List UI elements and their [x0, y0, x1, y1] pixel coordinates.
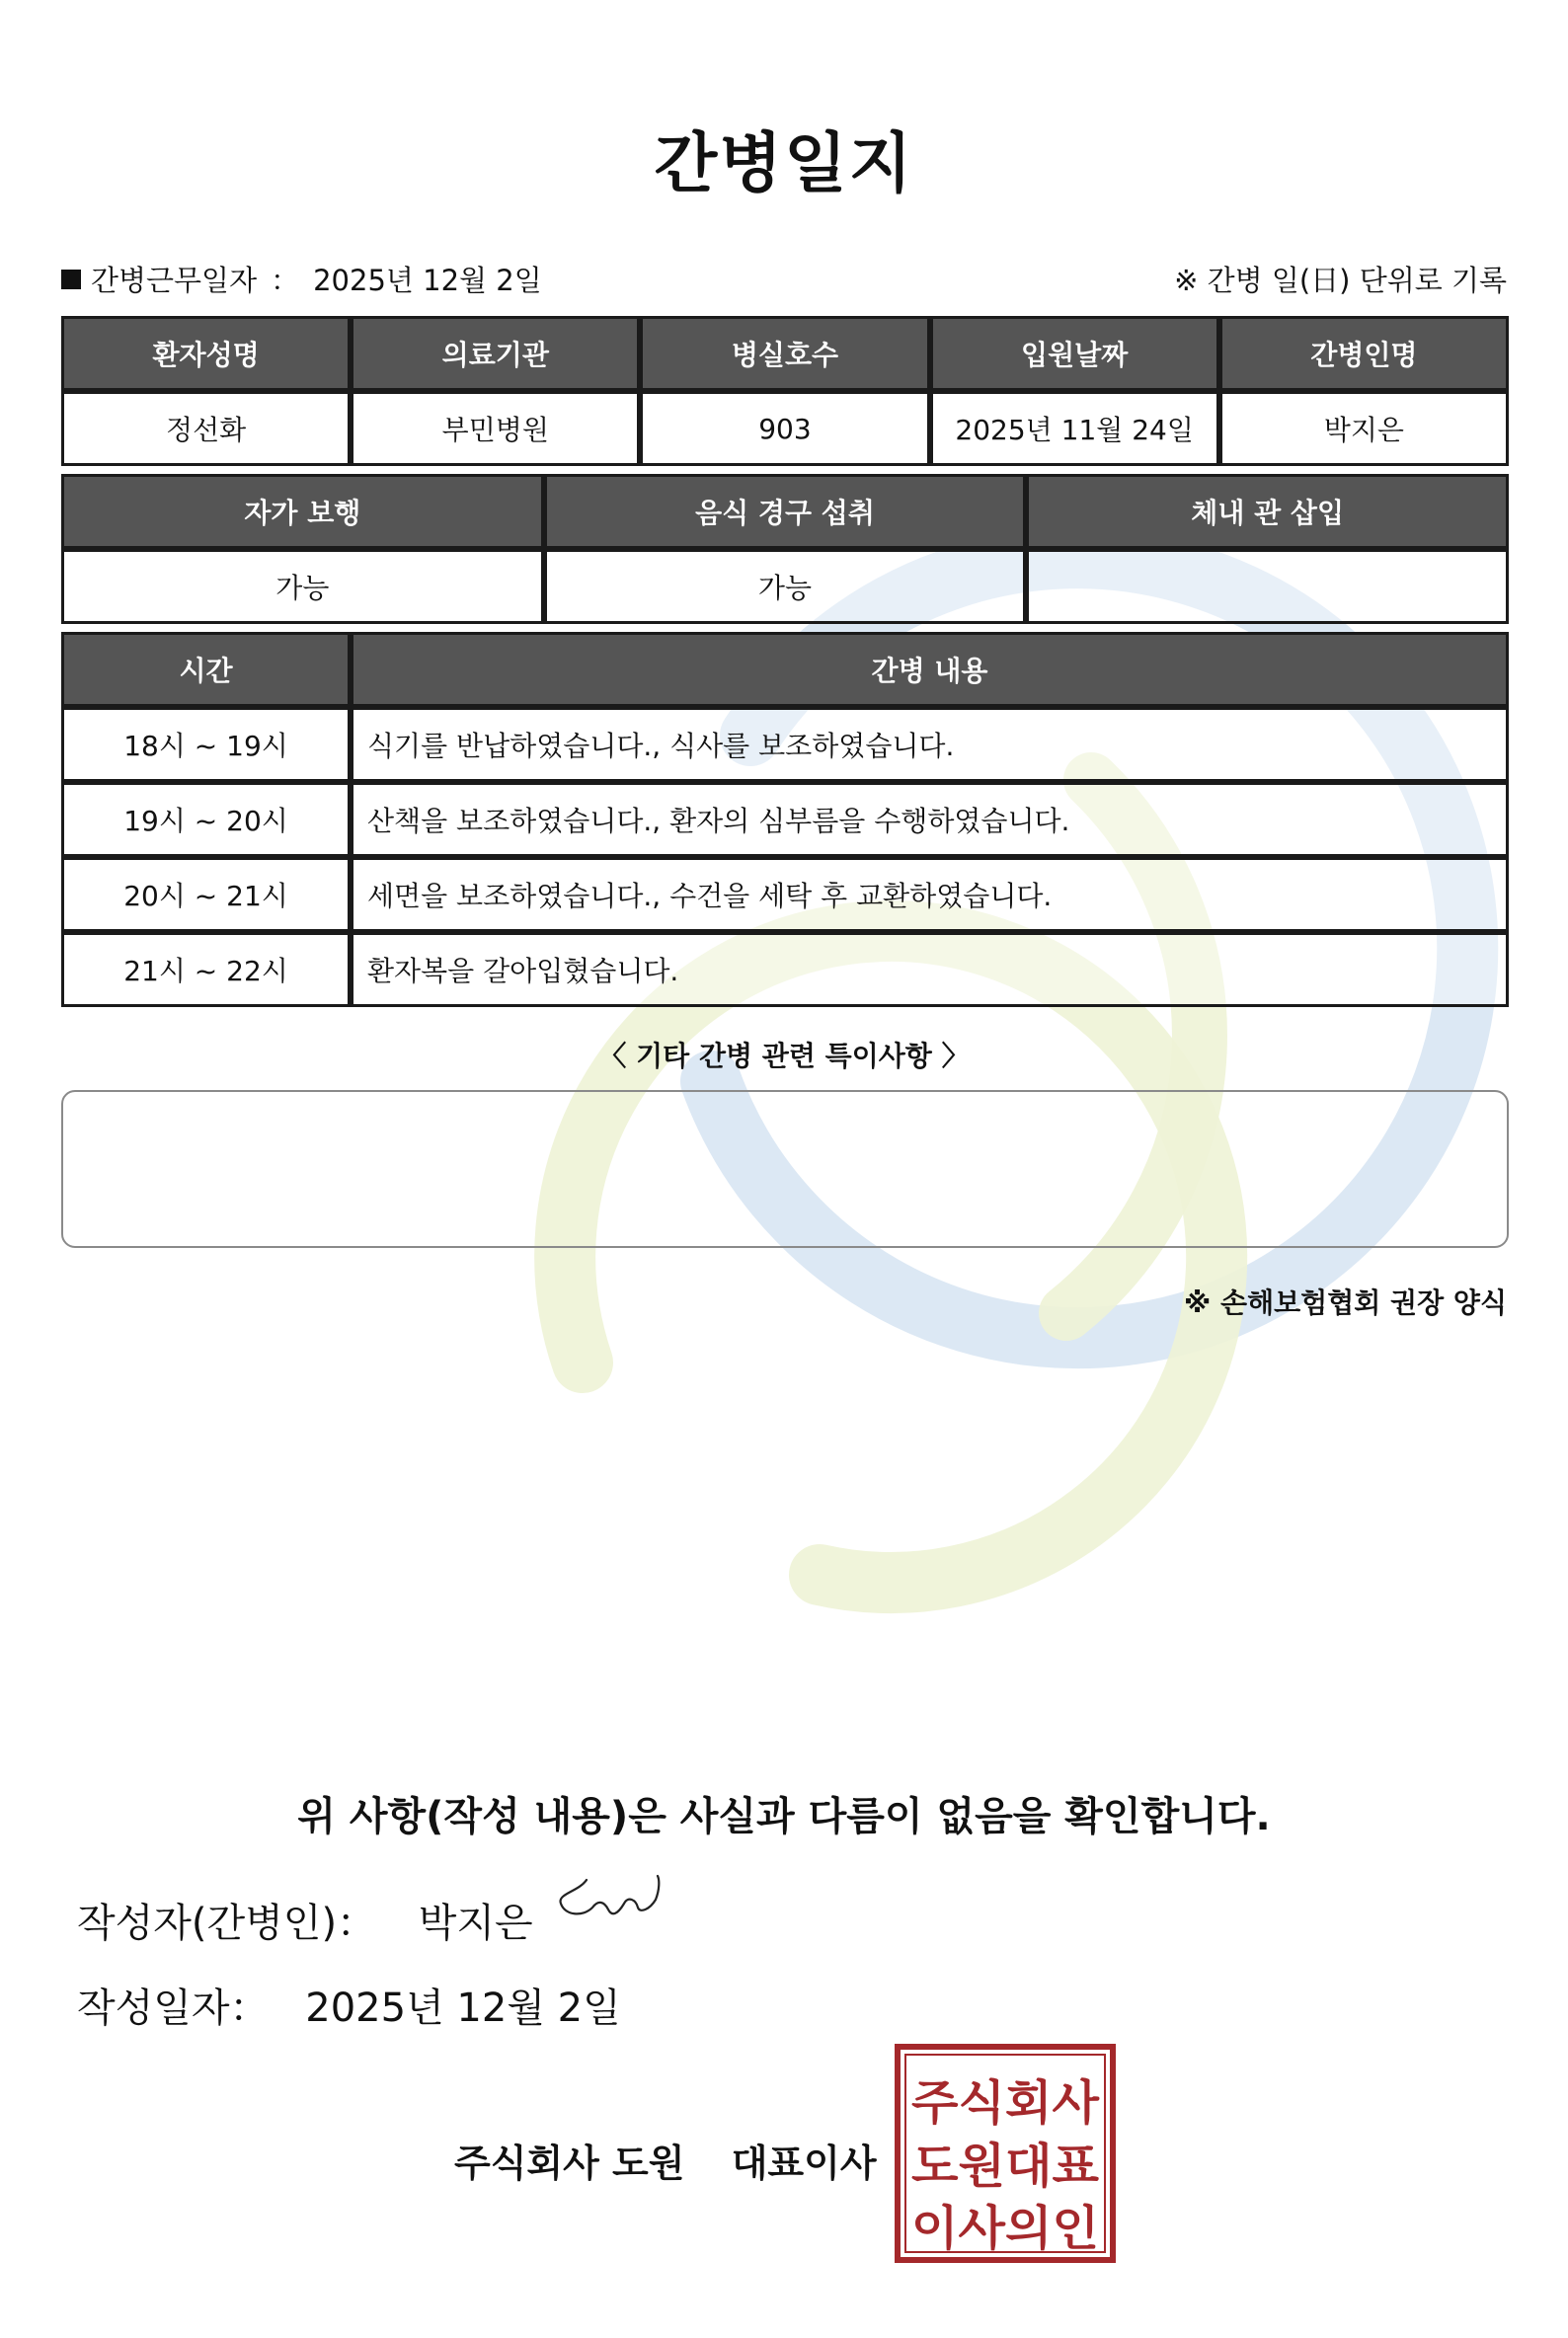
care-content-cell: 산책을 보조하였습니다., 환자의 심부름을 수행하였습니다. — [351, 782, 1509, 857]
table-row — [61, 932, 1509, 1007]
representative-title: 대표이사 — [731, 2142, 877, 2185]
header-admission-date: 입원날짜 — [930, 316, 1219, 391]
written-date-line — [77, 1977, 621, 2033]
remarks-title: 〈 기타 간병 관련 특이사항 〉 — [598, 1040, 970, 1072]
time-cell: 20시 ~ 21시 — [61, 857, 351, 932]
seal-row-3: 이사의인 — [911, 2201, 1099, 2256]
header-caregiver-name: 간병인명 — [1219, 316, 1509, 391]
written-date-value: 2025년 12월 2일 — [305, 1986, 621, 2031]
seal-row-1: 주식회사 — [911, 2075, 1100, 2131]
tube-insertion — [1026, 549, 1509, 624]
work-date-label: 간병근무일자 — [91, 264, 258, 297]
table-row — [61, 782, 1509, 857]
header-room-number: 병실호수 — [640, 316, 929, 391]
table-row — [61, 549, 1509, 624]
header-time: 시간 — [61, 632, 351, 707]
confirmation-statement: 위 사항(작성 내용)은 사실과 다름이 없음을 확인합니다. — [297, 1794, 1271, 1839]
work-date-value: 2025년 12월 2일 — [313, 264, 542, 297]
table-header-row — [61, 474, 1509, 549]
remarks-box — [61, 1090, 1509, 1248]
writer-line — [77, 1892, 533, 1948]
header-oral-intake: 음식 경구 섭취 — [544, 474, 1027, 549]
time-cell: 21시 ~ 22시 — [61, 932, 351, 1007]
self-walking: 가능 — [61, 549, 544, 624]
care-content-cell: 식기를 반납하였습니다., 식사를 보조하였습니다. — [351, 707, 1509, 782]
writer-name: 박지은 — [418, 1901, 533, 1946]
recommend-note: ※ 손해보험협회 권장 양식 — [1184, 1286, 1507, 1319]
company-line — [454, 2133, 877, 2187]
work-date-colon: ： — [271, 264, 300, 297]
writer-label: 작성자(간병인)： — [77, 1901, 377, 1946]
header-hospital: 의료기관 — [351, 316, 640, 391]
oral-intake: 가능 — [544, 549, 1027, 624]
care-content-cell: 환자복을 갈아입혔습니다. — [351, 932, 1509, 1007]
patient-status-table — [61, 474, 1509, 624]
patient-name: 정선화 — [61, 391, 351, 466]
seal-row-2: 도원대표 — [911, 2139, 1100, 2194]
header-self-walking: 자가 보행 — [61, 474, 544, 549]
table-row — [61, 707, 1509, 782]
work-date — [61, 259, 542, 299]
table-row — [61, 857, 1509, 932]
table-row — [61, 391, 1509, 466]
time-cell: 19시 ~ 20시 — [61, 782, 351, 857]
patient-info-table — [61, 316, 1509, 466]
signature — [553, 1874, 667, 1937]
admission-date: 2025년 11월 24일 — [930, 391, 1219, 466]
written-date-label: 작성일자： — [77, 1986, 270, 2031]
caregiver-name: 박지은 — [1219, 391, 1509, 466]
company-seal-stamp — [895, 2044, 1116, 2263]
header-care-content: 간병 내용 — [351, 632, 1509, 707]
square-bullet-icon — [61, 270, 81, 289]
care-content-cell: 세면을 보조하였습니다., 수건을 세탁 후 교환하였습니다. — [351, 857, 1509, 932]
header-patient-name: 환자성명 — [61, 316, 351, 391]
unit-note: ※ 간병 일(日) 단위로 기록 — [1174, 264, 1507, 297]
hospital: 부민병원 — [351, 391, 640, 466]
page-title: 간병일지 — [654, 125, 914, 201]
care-log-table — [61, 632, 1509, 1007]
company-name: 주식회사 도원 — [454, 2142, 685, 2185]
table-header-row — [61, 632, 1509, 707]
time-cell: 18시 ~ 19시 — [61, 707, 351, 782]
room-number: 903 — [640, 391, 929, 466]
table-header-row — [61, 316, 1509, 391]
header-tube-insertion: 체내 관 삽입 — [1026, 474, 1509, 549]
